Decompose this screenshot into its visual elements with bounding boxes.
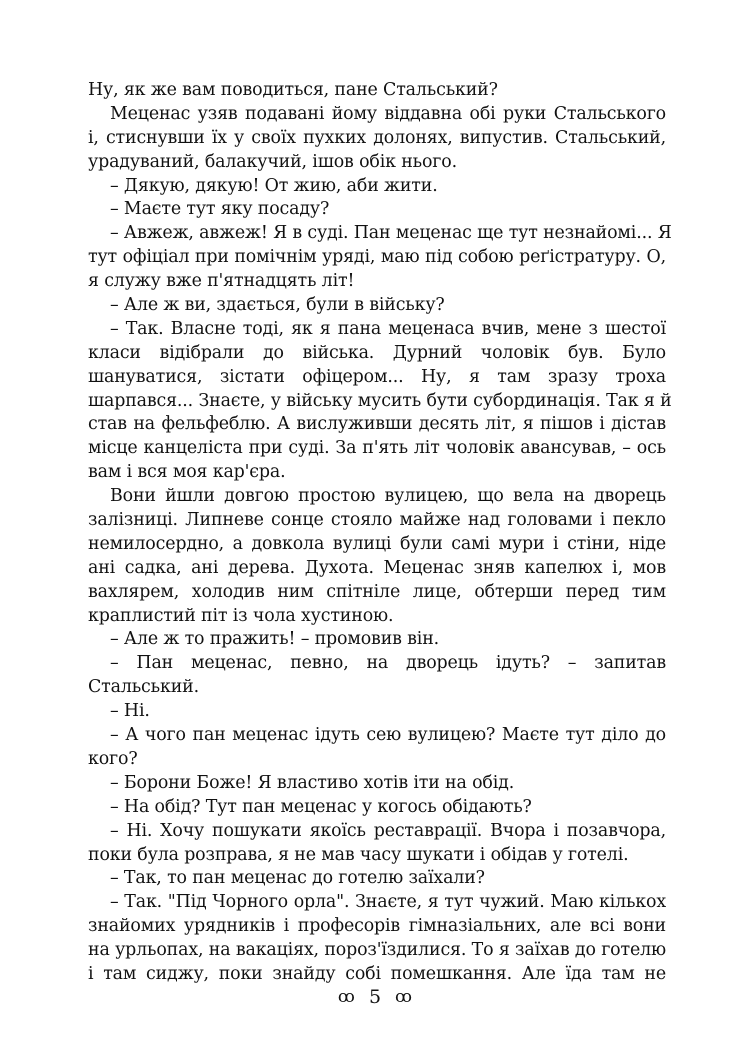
text-line: – Так. Власне тоді, як я пана меценаса вчив, мене з шестої [110,318,666,339]
text-line: залізниці. Липневе сонце стояло майже над головами і пекло [88,510,666,531]
text-line: – Ні. Хочу пошукати якоїсь реставрації. Вчора і позавчора, [110,820,666,841]
text-line: – Так, то пан меценас до готелю заїхали? [110,868,485,889]
page-number: 5 [368,986,382,1008]
text-line: поки була розправа, я не мав часу шукати і обідав у готелі. [88,844,629,865]
text-line: урадуваний, балакучий, ішов обік нього. [88,151,457,172]
text-line: – Маєте тут яку посаду? [110,199,330,220]
text-line: і, стиснувши їх у своїх пухких долонях, випустив. Стальський, [88,127,666,148]
text-line: – Але ж ви, здається, були в війську? [110,295,445,316]
text-line: – Авжеж, авжеж! Я в суді. Пан меценас ще тут незнайомі... Я [110,223,672,244]
text-line: – На обід? Тут пан меценас у когось обідають? [110,796,532,817]
text-line: тут офіціал при помічнім уряді, маю під собою реґістратуру. О, [88,247,666,268]
text-line: – Пан меценас, певно, на дворець ідуть? – запитав [110,653,666,674]
text-line: Стальський. [88,677,199,698]
text-line: знайомих урядників і професорів гімназіальних, але всі вони [88,916,666,937]
text-line: місце канцеліста при суді. За п'ять літ чоловік авансував, – ось [88,438,666,459]
text-line: – Але ж то пражить! – промовив він. [110,629,440,650]
text-line: – Так. "Під Чорного орла". Знаєте, я тут чужий. Маю кількох [110,892,666,913]
text-line: кого? [88,748,138,769]
page-body [88,79,672,987]
text-line: немилосердно, а довкола вулиці були самі мури і стіни, ніде [88,533,666,554]
right-ornament-icon: ꝏ [395,987,413,1007]
text-line: – Борони Боже! Я властиво хотів іти на обід. [110,772,515,793]
left-ornament-icon: ꝏ [337,987,355,1007]
page-footer [0,985,750,1009]
text-line: класи відібрали до війська. Дурний чоловік був. Було [88,342,666,363]
text-line: Меценас узяв подавані йому віддавна обі руки Стальського [110,103,666,124]
text-line: вахлярем, холодив ним спітніле лице, обтерши перед тим [88,581,666,602]
text-line: і там сиджу, поки знайду собі помешкання. Але їда там не [88,963,666,984]
text-line: ані садка, ані дерева. Духота. Меценас зняв капелюх і, мов [88,557,666,578]
text-line: – Ні. [110,701,150,722]
text-line: став на фельфеблю. А вислуживши десять літ, я пішов і дістав [88,414,666,435]
text-line: шарпався... Знаєте, у війську мусить бути субординація. Так я й [88,390,672,411]
text-line: – А чого пан меценас ідуть сею вулицею? Маєте тут діло до [110,725,666,746]
text-line: краплистий піт із чола хустиною. [88,605,394,626]
text-line: вам і вся моя кар'єра. [88,462,286,483]
text-line: Ну, як же вам поводиться, пане Стальський? [88,80,498,100]
text-line: шануватися, зістати офіцером... Ну, я там зразу троха [88,366,666,387]
text-line: Вони йшли довгою простою вулицею, що вела на дворець [110,486,666,507]
text-line: – Дякую, дякую! От жию, аби жити. [110,175,438,196]
text-line: на урльопах, на вакаціях, пороз'їздилися. То я заїхав до готелю [88,940,666,961]
text-line: я служу вже п'ятнадцять літ! [88,271,355,292]
